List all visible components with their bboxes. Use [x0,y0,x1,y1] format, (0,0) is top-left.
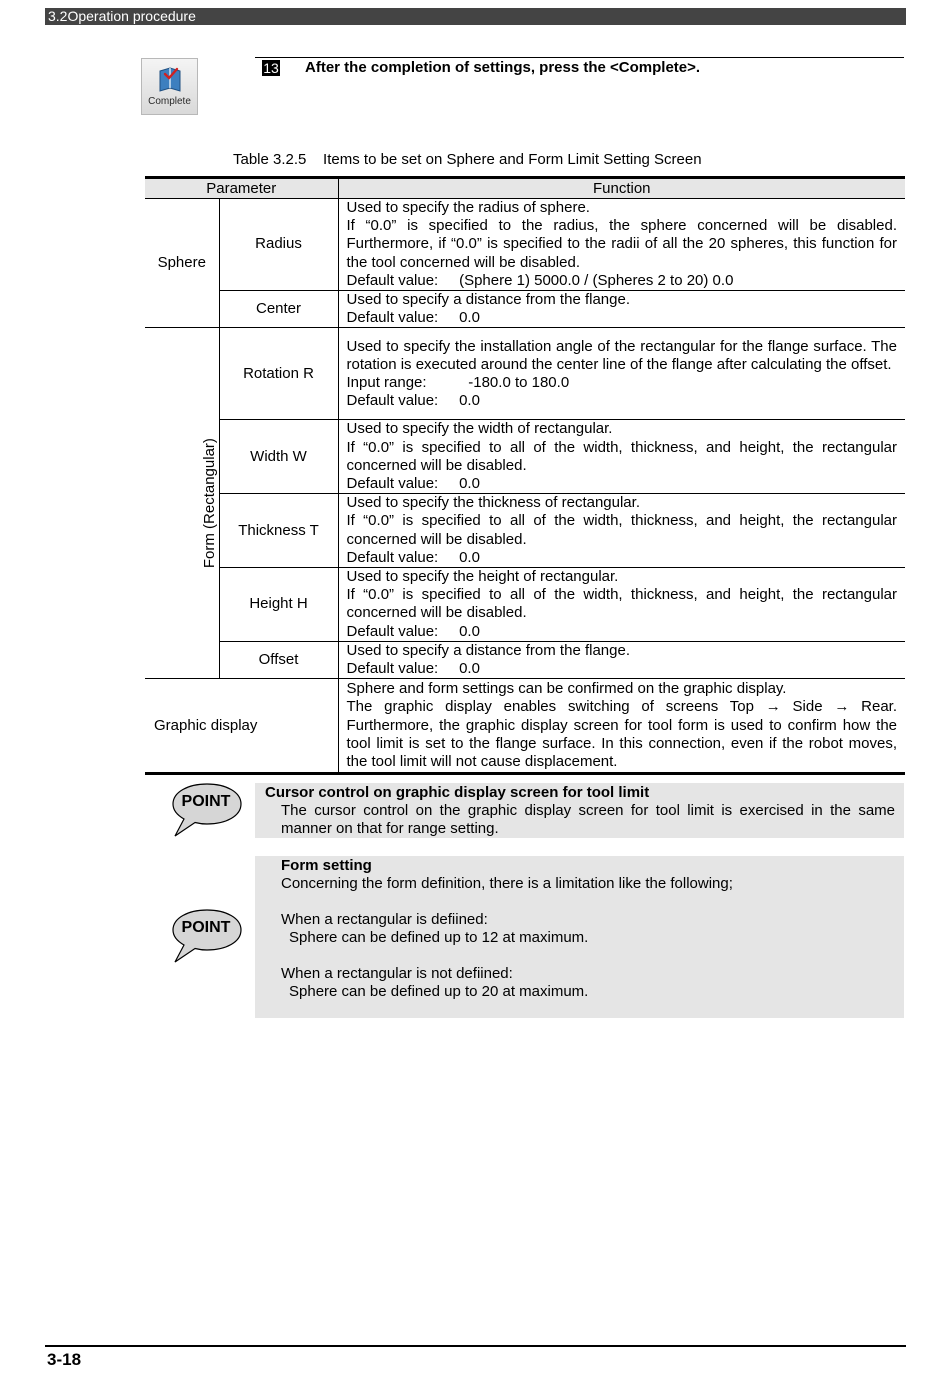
note-body: The cursor control on the graphic display screen for tool limit is exercised in the same manner on that for range setting. [281,802,895,837]
default-value-line [347,549,898,567]
range-value: -180.0 to 180.0 [468,373,570,391]
function-offset [338,641,905,678]
table-row [145,679,905,774]
function-line: If “0.0” is specified to the radius, the sphere concerned will be disabled. Furthermore, if “0.0” is specified to the radii of all the 20 spheres, this function for the tool concerned will be disabled. [346,217,897,271]
default-value-line [347,392,898,410]
default-value-line [347,309,898,327]
function-rotation-r [338,328,905,420]
input-range-line [347,374,898,392]
page-number: 3-18 [47,1350,82,1369]
param-height-h: Height H [219,568,338,642]
note-case-label: When a rectangular is not defiined: [281,965,513,982]
sphere-form-settings-table [145,176,905,775]
default-label: Default value: [346,660,439,678]
default-value: 0.0 [459,392,480,410]
param-thickness-t: Thickness T [219,494,338,568]
function-center [338,291,905,328]
point-badge [172,908,242,964]
note-title: Form setting [281,857,372,874]
default-value: 0.0 [459,475,480,493]
function-line: If “0.0” is specified to all of the width, thickness, and height, the rectangular concerned will be disabled. [346,586,897,622]
group-form-label: Form (Rectangular) [200,438,218,569]
function-line: If “0.0” is specified to all of the width, thickness, and height, the rectangular concerned will be disabled. [346,512,897,548]
note-intro: Concerning the form definition, there is a limitation like the following; [281,875,733,892]
function-line: Used to specify a distance from the flange. [346,291,630,309]
point-badge-label: POINT [181,919,231,936]
table-row [145,328,905,420]
default-label: Default value: [346,475,439,493]
default-label: Default value: [346,392,439,410]
default-label: Default value: [346,309,439,327]
default-value-line [347,660,898,678]
note-case-value: Sphere can be defined up to 20 at maximum. [289,983,589,1000]
complete-icon [157,65,183,93]
default-value-line [347,623,898,641]
function-line: Used to specify the thickness of rectangular. [346,494,640,512]
function-line: Used to specify a distance from the flange. [346,641,630,659]
default-label: Default value: [346,548,439,566]
table-row [145,291,905,328]
step-number: 13 [263,60,279,76]
default-value: 0.0 [459,309,480,327]
table-row [145,568,905,642]
param-width-w: Width W [219,420,338,494]
default-label: Default value: [346,271,439,289]
default-label: Default value: [346,622,439,640]
function-width-w [338,420,905,494]
point-badge-label: POINT [181,793,231,810]
function-line: Used to specify the installation angle of the rectangular for the flange surface. The rotation is executed around the center line of the flange after calculating the offset. [346,337,897,373]
footer-divider [45,1345,906,1347]
function-line: The graphic display enables switching of screens Top → Side → Rear. Furthermore, the graphic display screen for tool form is used to confirm how the tool limit is set to the flange surface. In this connection, even if the robot moves, the tool limit will not cause displacement. [346,698,897,771]
point-note-form-setting [255,856,904,1018]
range-label: Input range: [346,373,427,391]
param-radius: Radius [219,199,338,291]
function-line: If “0.0” is specified to all of the width, thickness, and height, the rectangular concerned will be disabled. [346,438,897,474]
default-value: 0.0 [459,660,480,678]
function-line: Used to specify the height of rectangular. [346,568,619,586]
function-radius [338,199,905,291]
complete-button-icon [141,58,198,115]
note-case-value: Sphere can be defined up to 12 at maximum. [289,929,589,946]
point-badge [172,782,242,838]
default-value: 0.0 [459,622,480,640]
default-value: (Sphere 1) 5000.0 / (Spheres 2 to 20) 0.0 [459,271,734,289]
step-instruction: After the completion of settings, press the <Complete>. [305,59,701,76]
param-graphic-display: Graphic display [145,679,338,774]
point-note-cursor-control [255,783,904,838]
complete-icon-label: Complete [148,96,191,107]
group-form [145,328,219,679]
param-rotation-r: Rotation R [219,328,338,420]
group-sphere [145,199,219,328]
default-value: 0.0 [459,548,480,566]
function-height-h [338,568,905,642]
param-center: Center [219,291,338,328]
step-divider [255,57,904,58]
function-line: Used to specify the width of rectangular. [346,420,613,438]
function-line: Sphere and form settings can be confirmed on the graphic display. [346,680,787,698]
default-value-line [347,475,898,493]
table-row [145,420,905,494]
function-graphic-display [338,679,905,774]
table-row [145,641,905,678]
table-header-row [145,178,905,199]
header-parameter: Parameter [145,178,338,199]
section-title: 3.2Operation procedure [48,8,196,24]
default-value-line [347,272,898,290]
function-thickness-t [338,494,905,568]
note-case-label: When a rectangular is defiined: [281,911,488,928]
function-line: Used to specify the radius of sphere. [346,199,590,216]
table-caption: Table 3.2.5 Items to be set on Sphere and Form Limit Setting Screen [233,151,702,168]
group-sphere-label: Sphere [157,254,206,272]
table-row [145,199,905,291]
table-row [145,494,905,568]
param-offset: Offset [219,641,338,678]
section-header [45,8,906,25]
note-title: Cursor control on graphic display screen for tool limit [265,784,650,801]
header-function: Function [338,178,905,199]
